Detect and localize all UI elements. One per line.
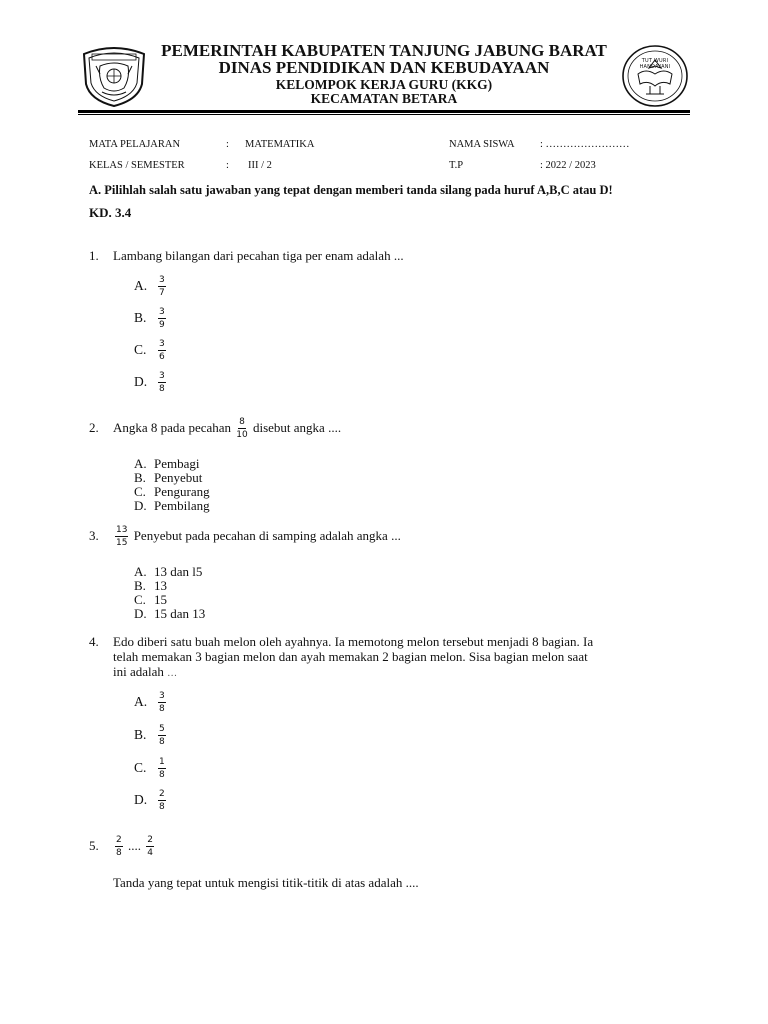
question-number: 5.: [89, 837, 99, 853]
school-year-value: : 2022 / 2023: [540, 160, 596, 171]
q1-option-a[interactable]: [134, 276, 168, 298]
fraction: $\frac{1}{8}$: [159, 757, 165, 780]
question-4-line-2: telah memakan 3 bagian melon dan ayah memakan 2 bagian melon. Sisa bagian melon saat: [113, 649, 588, 664]
q4-option-b[interactable]: [134, 725, 168, 747]
option-letter: A.: [134, 278, 148, 294]
comparison-dots: ....: [127, 837, 141, 853]
q2-option-b[interactable]: B. Penyebut: [134, 470, 203, 485]
fraction: $\frac{8}{10}$: [236, 417, 248, 440]
question-2: [89, 418, 341, 440]
q2-option-c[interactable]: C. Pengurang: [134, 484, 210, 499]
fraction-left: $\frac{2}{8}$: [116, 835, 122, 858]
question-number: 1.: [89, 248, 99, 263]
kd-label: KD. 3.4: [89, 205, 132, 220]
fraction: $\frac{3}{8}$: [159, 371, 165, 394]
fraction: $\frac{13}{15}$: [116, 525, 128, 548]
fraction-right: $\frac{2}{4}$: [147, 835, 153, 858]
question-text: Lambang bilangan dari pecahan tiga per enam adalah ...: [113, 248, 404, 263]
q3-option-b[interactable]: B. 13: [134, 578, 167, 593]
student-name-value: : ……………………: [540, 139, 630, 150]
question-5-text: Tanda yang tepat untuk mengisi titik-titik di atas adalah ....: [113, 875, 419, 890]
q4-option-d[interactable]: [134, 790, 168, 812]
ellipsis: …: [167, 668, 178, 679]
class-semester-label: KELAS / SEMESTER: [89, 160, 185, 171]
option-letter: B.: [134, 727, 147, 743]
header-district: KECAMATAN BETARA: [310, 91, 458, 106]
q1-option-b[interactable]: [134, 308, 168, 330]
q2-option-a[interactable]: A. Pembagi: [134, 456, 200, 471]
option-letter: B.: [134, 310, 147, 326]
header-rule-thin: [78, 114, 690, 115]
subject-value: MATEMATIKA: [245, 139, 315, 150]
subject-label: MATA PELAJARAN: [89, 139, 181, 150]
header-government: PEMERINTAH KABUPATEN TANJUNG JABUNG BARAT: [161, 41, 607, 60]
subject-colon: :: [226, 139, 229, 150]
option-letter: D.: [134, 374, 148, 390]
q4-option-c[interactable]: [134, 758, 168, 780]
question-text-before: Angka 8 pada pecahan: [113, 419, 232, 435]
class-semester-colon: :: [226, 160, 229, 171]
q3-option-a[interactable]: A. 13 dan l5: [134, 564, 203, 579]
option-letter: D.: [134, 792, 148, 808]
q3-option-c[interactable]: C. 15: [134, 592, 167, 607]
option-letter: A.: [134, 694, 148, 710]
question-4-line-1: [89, 634, 593, 650]
class-semester-value: III / 2: [248, 160, 272, 171]
instruction-text: A. Pilihlah salah satu jawaban yang tepat dengan memberi tanda silang pada huruf A,B,C atau D!: [89, 183, 613, 197]
fraction: $\frac{3}{6}$: [159, 339, 165, 362]
question-text-after: disebut angka ....: [252, 419, 342, 435]
q3-option-d[interactable]: D. 15 dan 13: [134, 606, 206, 621]
question-5: [89, 836, 156, 858]
fraction: $\frac{3}{9}$: [159, 307, 165, 330]
fraction: $\frac{2}{8}$: [159, 789, 165, 812]
question-text: Edo diberi satu buah melon oleh ayahnya. Ia memotong melon tersebut menjadi 8 bagian. Ia: [113, 634, 594, 649]
option-letter: C.: [134, 760, 147, 776]
q1-option-d[interactable]: [134, 372, 168, 394]
fraction: $\frac{3}{7}$: [159, 275, 165, 298]
q1-option-c[interactable]: [134, 340, 168, 362]
question-number: 2.: [89, 419, 99, 435]
question-1: [89, 248, 404, 264]
question-number: 3.: [89, 527, 99, 543]
question-number: 4.: [89, 634, 99, 649]
question-4-line-3: ini adalah …: [113, 664, 178, 679]
question-3: [89, 526, 401, 548]
right-logo-text: TUT WURI HANDAYANI: [639, 58, 671, 70]
option-letter: C.: [134, 342, 147, 358]
header-rule-thick: [78, 110, 690, 113]
question-text: Penyebut pada pecahan di samping adalah angka ...: [133, 527, 401, 543]
q2-option-d[interactable]: D. Pembilang: [134, 498, 210, 513]
fraction: $\frac{3}{8}$: [159, 691, 165, 714]
student-name-label: NAMA SISWA: [449, 139, 515, 150]
q4-option-a[interactable]: [134, 692, 168, 714]
fraction: $\frac{5}{8}$: [159, 724, 165, 747]
school-year-label: T.P: [449, 160, 464, 171]
header-kkg: KELOMPOK KERJA GURU (KKG): [275, 77, 493, 92]
header-department: DINAS PENDIDIKAN DAN KEBUDAYAAN: [218, 58, 550, 77]
